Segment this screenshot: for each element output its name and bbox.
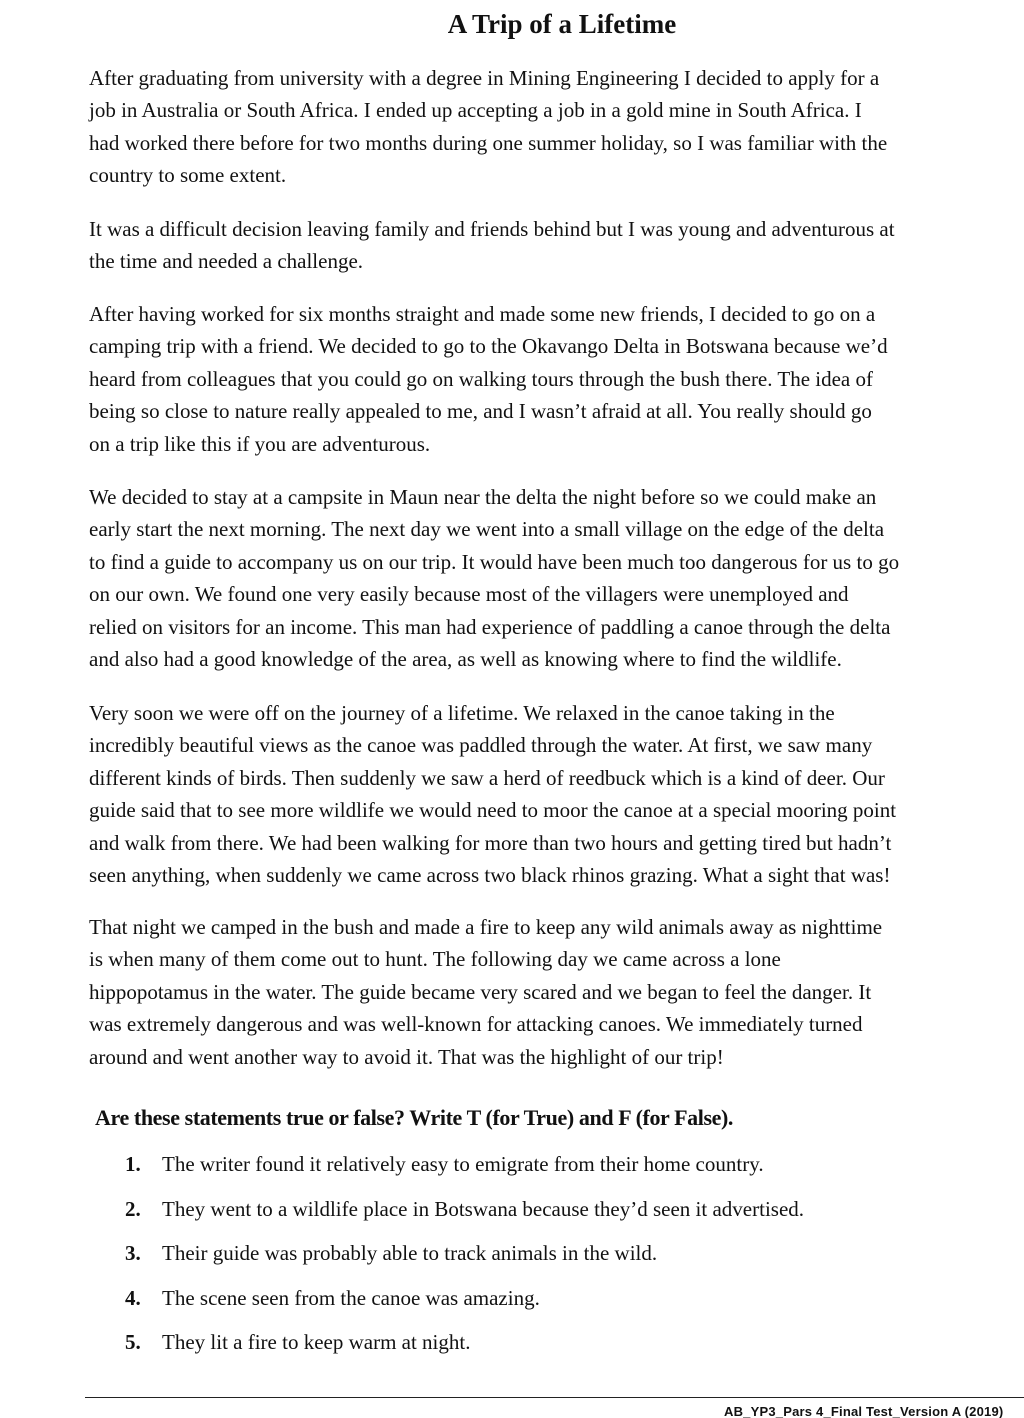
paragraph-line: Very soon we were off on the journey of a lifetime. We relaxed in the canoe taking in the (89, 701, 835, 725)
paragraph-line: had worked there before for two months during one summer holiday, so I was familiar with the (89, 130, 888, 155)
paragraph-line: the time and needed a challenge. (89, 249, 364, 274)
paragraph-line: After having worked for six months straight and made some new friends, I decided to go on a (89, 302, 876, 326)
paragraph-line: guide said that to see more wildlife we would need to moor the canoe at a special mooring point (89, 798, 897, 823)
paragraph-line: country to some extent. (89, 163, 287, 188)
paragraph-4 (89, 481, 1024, 675)
statement-text: The scene seen from the canoe was amazing. (162, 1285, 540, 1310)
paragraph-2 (89, 213, 1024, 278)
paragraph-line: is when many of them come out to hunt. The following day we came across a lone (89, 947, 781, 972)
statement-item (0, 1237, 1024, 1282)
statement-text: They lit a fire to keep warm at night. (162, 1330, 471, 1354)
statement-number: 3. (125, 1241, 141, 1265)
paragraph-line: job in Australia or South Africa. I ended up accepting a job in a gold mine in South Africa. I (89, 98, 862, 123)
paragraph-line: early start the next morning. The next day we went into a small village on the edge of the delta (89, 517, 885, 542)
paragraph-5 (89, 697, 1024, 891)
paragraph-line: on our own. We found one very easily because most of the villagers were unemployed and (89, 582, 849, 607)
paragraph-line: and walk from there. We had been walking for more than two hours and getting tired but hadn’t (89, 830, 892, 855)
paragraph-line: and also had a good knowledge of the area, as well as knowing where to find the wildlife. (89, 646, 842, 671)
paragraph-3 (89, 298, 1024, 460)
statement-number: 2. (125, 1196, 141, 1221)
statement-item (0, 1282, 1024, 1327)
paragraph-line: hippopotamus in the water. The guide became very scared and we began to feel the danger. It (89, 979, 872, 1004)
statement-number: 5. (125, 1330, 141, 1354)
statement-item (0, 1193, 1024, 1238)
paragraph-line: to find a guide to accompany us on our trip. It would have been much too dangerous for us to go (89, 549, 900, 574)
paragraph-line: on a trip like this if you are adventurous. (89, 431, 431, 456)
footer-label: AB_YP3_Pars 4_Final Test_Version A (2019) (724, 1404, 1004, 1418)
paragraph-line: heard from colleagues that you could go on walking tours through the bush there. The idea of (89, 366, 873, 391)
statement-text: The writer found it relatively easy to emigrate from their home country. (162, 1152, 764, 1176)
paragraph-line: different kinds of birds. Then suddenly we saw a herd of reedbuck which is a kind of deer. Our (89, 765, 885, 790)
statement-number: 4. (125, 1285, 141, 1310)
paragraph-line: incredibly beautiful views as the canoe was paddled through the water. At first, we saw many (89, 733, 873, 758)
statement-item (0, 1148, 1024, 1193)
paragraph-line: around and went another way to avoid it. That was the highlight of our trip! (89, 1044, 724, 1069)
paragraph-line: being so close to nature really appealed to me, and I wasn’t afraid at all. You really should go (89, 399, 872, 424)
statement-item (0, 1326, 1024, 1371)
statement-number: 1. (125, 1152, 141, 1176)
statement-text: Their guide was probably able to track animals in the wild. (162, 1241, 658, 1265)
paragraph-line: camping trip with a friend. We decided to go to the Okavango Delta in Botswana because we’d (89, 334, 888, 359)
paragraph-line: seen anything, when suddenly we came across two black rhinos grazing. What a sight that was! (89, 862, 891, 887)
paragraph-line: It was a difficult decision leaving family and friends behind but I was young and adventurous at (89, 217, 895, 241)
statement-list (0, 1148, 1024, 1371)
paragraph-line: We decided to stay at a campsite in Maun near the delta the night before so we could make an (89, 485, 877, 509)
paragraph-line: That night we camped in the bush and made a fire to keep any wild animals away as nighttime (89, 915, 883, 939)
document-title: A Trip of a Lifetime (447, 9, 677, 39)
paragraph-1 (89, 62, 1024, 192)
statement-text: They went to a wildlife place in Botswana because they’d seen it advertised. (162, 1196, 805, 1221)
footer-divider (85, 1397, 1024, 1398)
paragraph-6 (89, 911, 1024, 1073)
exercise-instruction: Are these statements true or false? Write T (for True) and F (for False). (95, 1105, 734, 1130)
paragraph-line: relied on visitors for an income. This man had experience of paddling a canoe through the delta (89, 614, 891, 639)
paragraph-line: After graduating from university with a degree in Mining Engineering I decided to apply for a (89, 66, 880, 90)
paragraph-line: was extremely dangerous and was well-known for attacking canoes. We immediately turned (89, 1012, 863, 1037)
